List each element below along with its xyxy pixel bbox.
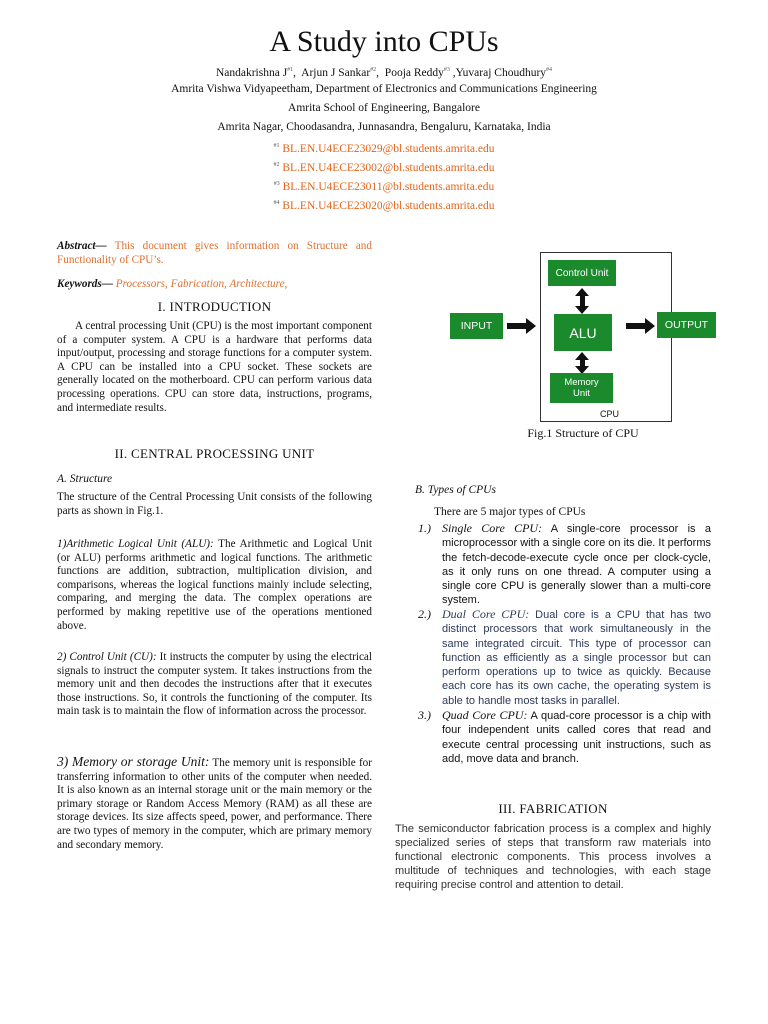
list-item-single-core: 1.) Single Core CPU: A single-core processor is a microprocessor with a single core on its die. It performs the fetch-decode-execute cycle once per clock-cycle, as it only runs on one thread. A computer using a single core CPU is generally slower than a multi-core system. xyxy=(418,521,711,607)
school: Amrita School of Engineering, Bangalore xyxy=(288,102,480,114)
list-item-quad-core: 3.) Quad Core CPU: A quad-core processor is a chip with four independent units called cores that read and execute central processing unit instructions, such as add, move data and branch. xyxy=(418,708,711,765)
alu-memory-arrow xyxy=(580,358,585,368)
author-1: Nandakrishna J xyxy=(215,66,288,79)
cu-paragraph: 2) Control Unit (CU): It instructs the computer by using the electrical signals to instruct the computer system. It takes instructions from the memory unit and then decodes the instructions after that it executes those instructions. So, it controls the functioning of the computer. Its main task is to maintain the flow of information across the processor. xyxy=(57,651,372,718)
figure-caption: Fig.1 Structure of CPU xyxy=(527,426,639,440)
email-3[interactable]: $^{\#3}$ BL.EN.U4ECE23011@bl.students.amrita.edu xyxy=(273,180,495,193)
author-3: Pooja Reddy xyxy=(384,66,444,79)
list-item-dual-core: 2.) Dual Core CPU: Dual core is a CPU that has two distinct processors that work simultaneously in the same integrated circuit. This type of processor can function as efficiently as a single processor but can perform operations up to twice as quickly. Because each core has its own cache, the operating system is able to handle most tasks in parallel. xyxy=(418,607,711,707)
author-line: Nandakrishna $J^{\#1}$, Arjun J Sankar$^{\#2}$, Pooja Reddy$^{\#3}$ ,Yuvaraj Choudhury$^{\#4}$ xyxy=(215,66,553,79)
affiliation: Amrita Vishwa Vidyapeetham, Department of Electronics and Communications Engineering xyxy=(171,83,597,95)
output-arrow xyxy=(626,323,646,329)
paper-title: A Study into CPUs xyxy=(269,25,499,58)
keywords: Keywords— Processors, Fabrication, Architecture, xyxy=(57,278,288,290)
email-2[interactable]: $^{\#2}$ BL.EN.U4ECE23002@bl.students.amrita.edu xyxy=(273,161,495,174)
author-4: Yuvaraj Choudhury xyxy=(455,66,547,79)
address: Amrita Nagar, Choodasandra, Junnasandra, Bengaluru, Karnataka, India xyxy=(217,121,551,133)
input-arrow xyxy=(507,323,527,329)
structure-paragraph: The structure of the Central Processing Unit consists of the following parts as shown in Fig.1. xyxy=(57,491,372,517)
alu-box: ALU xyxy=(554,314,612,351)
section-heading-cpu: II. CENTRAL PROCESSING UNIT xyxy=(114,446,315,461)
control-unit-box: Control Unit xyxy=(548,260,616,286)
types-intro: There are 5 major types of CPUs xyxy=(434,506,586,518)
input-box: INPUT xyxy=(450,313,503,339)
email-4[interactable]: $^{\#4}$ BL.EN.U4ECE23020@bl.students.amrita.edu xyxy=(273,199,495,212)
subsection-structure: A. Structure xyxy=(57,473,113,485)
section-heading-introduction: I. INTRODUCTION xyxy=(157,299,272,314)
section-heading-fabrication: III. FABRICATION xyxy=(498,801,608,816)
memory-unit-box: Memory Unit xyxy=(550,373,613,403)
cpu-label: CPU xyxy=(600,409,620,419)
abstract: Abstract— This document gives information on Structure and Functionality of CPU’s. xyxy=(57,240,372,266)
intro-paragraph: A central processing Unit (CPU) is the most important component of a computer system. A CPU is a hardware that performs data input/output, processing and storage functions for a computer system. A CPU can be installed into a CPU socket. These sockets are generally located on the motherboard. CPU can perform various data processing operations. CPU can store data, instructions, programs, and intermediate results. xyxy=(57,320,372,414)
email-1[interactable]: $^{\#1}$ BL.EN.U4ECE23029@bl.students.amrita.edu xyxy=(273,142,495,155)
subsection-types: B. Types of CPUs xyxy=(415,484,496,496)
cpu-diagram xyxy=(446,252,726,422)
alu-paragraph: 1)Arithmetic Logical Unit (ALU): The Arithmetic and Logical Unit (or ALU) performs arithmetic and logical functions. The arithmetic functions are addition, subtraction, multiplication division, and comparisons, whereas the logical functions mainly include selecting, comparing, and merging the data. The complex operations are performed by making repetitive use of the operations mentioned above. xyxy=(57,538,373,632)
author-2: Arjun J Sankar xyxy=(301,66,371,79)
cu-alu-arrow xyxy=(580,294,585,308)
fabrication-paragraph: The semiconductor fabrication process is a complex and highly specialized series of steps that transform raw materials into functional electronic components. This process involves a multitude of techniques and technologies, with each stage requiring precise control and attention to detail. xyxy=(395,823,711,891)
output-box: OUTPUT xyxy=(657,312,716,338)
memory-paragraph: 3) Memory or storage Unit: The memory unit is responsible for transferring information to other units of the computer when needed. It is also known as an internal storage unit or the main memory or the primary storage or Random Access Memory (RAM) as all these are storage devices. Its size affects speed, power, and performance. There are two types of memory in the computer, which are primary memory and secondary memory. xyxy=(57,754,372,851)
